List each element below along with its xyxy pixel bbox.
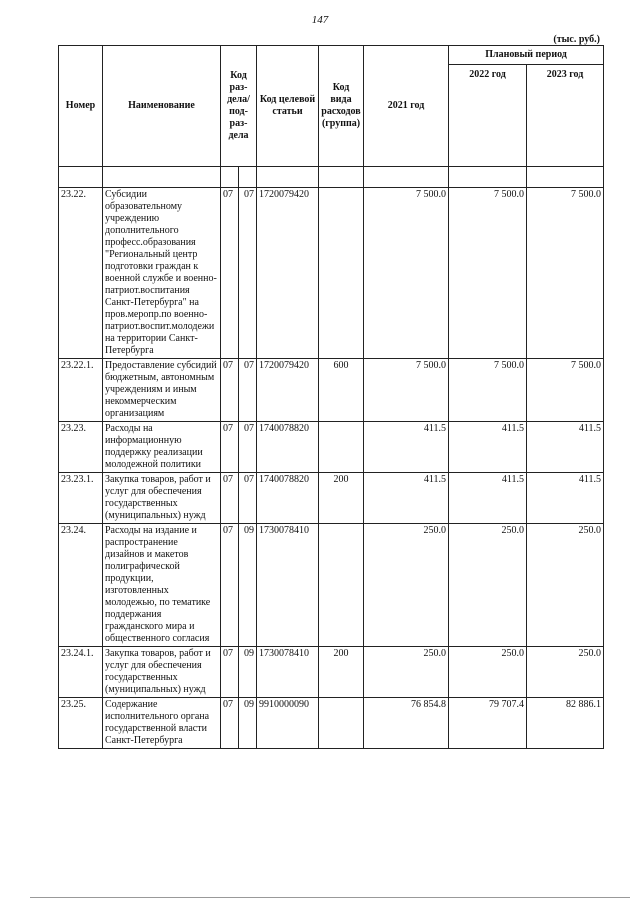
budget-table [58, 45, 604, 749]
row-amount-2022: 7 500.0 [449, 359, 527, 422]
header-year-2023: 2023 год [527, 65, 604, 167]
table-row [59, 647, 604, 698]
table-row [59, 698, 604, 749]
row-subsection: 09 [239, 647, 257, 698]
row-section: 07 [221, 359, 239, 422]
row-subsection: 07 [239, 188, 257, 359]
row-amount-2022: 411.5 [449, 422, 527, 473]
header-expense-code: Код вида расходов (группа) [319, 46, 364, 167]
row-section: 07 [221, 524, 239, 647]
row-subsection: 07 [239, 422, 257, 473]
row-amount-2021: 76 854.8 [364, 698, 449, 749]
row-number: 23.24. [59, 524, 103, 647]
row-expense-code: 600 [319, 359, 364, 422]
row-amount-2023: 82 886.1 [527, 698, 604, 749]
row-amount-2021: 7 500.0 [364, 188, 449, 359]
row-expense-code: 200 [319, 473, 364, 524]
header-number: Номер [59, 46, 103, 167]
row-section: 07 [221, 188, 239, 359]
row-amount-2023: 411.5 [527, 422, 604, 473]
page-number: 147 [311, 14, 329, 26]
row-amount-2022: 250.0 [449, 647, 527, 698]
row-amount-2022: 7 500.0 [449, 188, 527, 359]
row-amount-2023: 7 500.0 [527, 188, 604, 359]
table-row [59, 188, 604, 359]
header-target-code: Код целевой статьи [257, 46, 319, 167]
row-number: 23.22.1. [59, 359, 103, 422]
row-name: Расходы на издание и распространение дизайнов и макетов полиграфической продукции, изготовленных молодежью, по тематике поддержания гражданского мира и общественного согласия [103, 524, 221, 647]
row-section: 07 [221, 647, 239, 698]
row-amount-2022: 250.0 [449, 524, 527, 647]
row-name: Предоставление субсидий бюджетным, автономным учреждениям и иным некоммерческим организациям [103, 359, 221, 422]
row-section: 07 [221, 473, 239, 524]
page-bottom-rule [30, 897, 630, 898]
row-amount-2022: 411.5 [449, 473, 527, 524]
header-section-code: Код раз-дела/ под-раз-дела [221, 46, 257, 167]
row-amount-2021: 7 500.0 [364, 359, 449, 422]
row-subsection: 07 [239, 359, 257, 422]
row-amount-2023: 250.0 [527, 524, 604, 647]
row-name: Расходы на информационную поддержку реализации молодежной политики [103, 422, 221, 473]
row-expense-code [319, 524, 364, 647]
row-target-code: 1730078410 [257, 647, 319, 698]
row-expense-code [319, 188, 364, 359]
table-row [59, 473, 604, 524]
row-subsection: 07 [239, 473, 257, 524]
row-amount-2021: 411.5 [364, 473, 449, 524]
row-name: Субсидии образовательному учреждению дополнительного професс.образования "Региональный центр подготовки граждан к военной службе и военно-патриот.воспитания Санкт-Петербурга" на пров.меропр.по военно-патриот.воспит.молодежи на территории Санкт-Петербурга [103, 188, 221, 359]
row-section: 07 [221, 422, 239, 473]
header-year-2022: 2022 год [449, 65, 527, 167]
row-name: Закупка товаров, работ и услуг для обеспечения государственных (муниципальных) нужд [103, 647, 221, 698]
row-subsection: 09 [239, 698, 257, 749]
row-name: Содержание исполнительного органа государственной власти Санкт-Петербурга [103, 698, 221, 749]
row-amount-2021: 411.5 [364, 422, 449, 473]
row-number: 23.23.1. [59, 473, 103, 524]
row-target-code: 1740078820 [257, 422, 319, 473]
table-row [59, 524, 604, 647]
row-target-code: 1720079420 [257, 188, 319, 359]
row-name: Закупка товаров, работ и услуг для обеспечения государственных (муниципальных) нужд [103, 473, 221, 524]
row-amount-2023: 250.0 [527, 647, 604, 698]
row-number: 23.23. [59, 422, 103, 473]
row-expense-code [319, 422, 364, 473]
row-target-code: 1720079420 [257, 359, 319, 422]
row-target-code: 1740078820 [257, 473, 319, 524]
header-planning-period: Плановый период [449, 46, 604, 65]
header-spacer-row [59, 167, 604, 188]
row-section: 07 [221, 698, 239, 749]
row-amount-2023: 411.5 [527, 473, 604, 524]
row-target-code: 1730078410 [257, 524, 319, 647]
row-number: 23.24.1. [59, 647, 103, 698]
row-amount-2021: 250.0 [364, 524, 449, 647]
row-amount-2022: 79 707.4 [449, 698, 527, 749]
row-subsection: 09 [239, 524, 257, 647]
row-number: 23.25. [59, 698, 103, 749]
table-row [59, 359, 604, 422]
row-expense-code [319, 698, 364, 749]
header-name: Наименование [103, 46, 221, 167]
header-row [59, 46, 604, 65]
row-number: 23.22. [59, 188, 103, 359]
units-label: (тыс. руб.) [553, 34, 600, 45]
row-expense-code: 200 [319, 647, 364, 698]
row-amount-2021: 250.0 [364, 647, 449, 698]
row-amount-2023: 7 500.0 [527, 359, 604, 422]
row-target-code: 9910000090 [257, 698, 319, 749]
table-row [59, 422, 604, 473]
header-year-2021: 2021 год [364, 46, 449, 167]
